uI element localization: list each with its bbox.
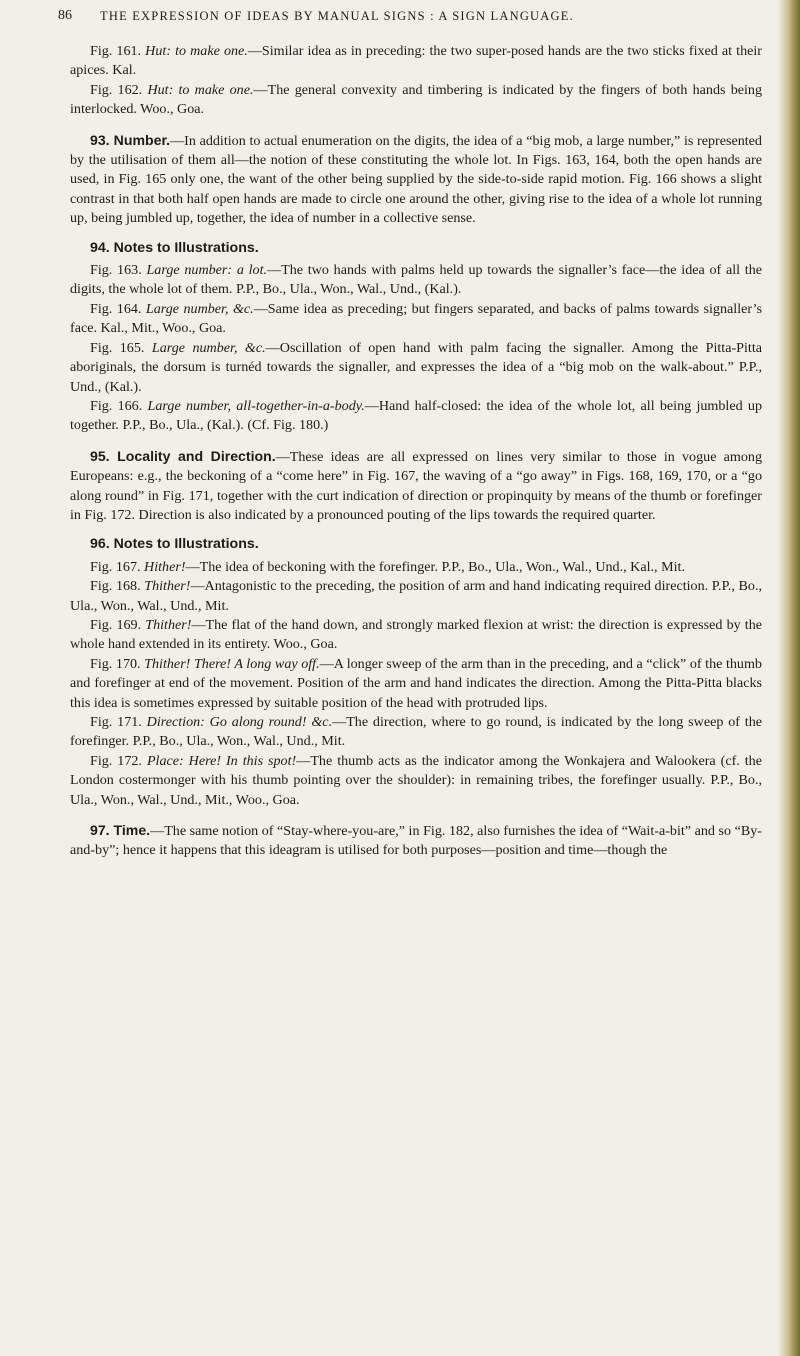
section-label: 93. Number.	[90, 131, 171, 148]
fig-body: —The flat of the hand down, and strongly marked flexion at wrist: the direction is expressed by the whole hand extended in its entirety. Woo., Goa.	[70, 616, 762, 653]
running-header	[58, 8, 758, 32]
fig-167-paragraph	[70, 558, 762, 577]
fig-label: Fig. 169.	[90, 616, 142, 633]
fig-164-paragraph	[70, 300, 762, 339]
section-96-heading: 96. Notes to Illustrations.	[90, 536, 259, 553]
section-97-paragraph	[70, 821, 762, 861]
fig-161-paragraph	[70, 42, 762, 81]
page-number: 86	[58, 8, 72, 23]
fig-body: —The idea of beckoning with the forefinger. P.P., Bo., Ula., Won., Wal., Und., Kal., Mit.	[185, 558, 685, 575]
fig-title: Thither! There! A long way off.	[144, 655, 320, 672]
fig-title: Large number, all-together-in-a-body.	[147, 397, 365, 414]
section-label: 97. Time.	[90, 822, 151, 839]
fig-label: Fig. 168.	[90, 578, 141, 595]
fig-label: Fig. 171.	[90, 714, 142, 730]
section-93-paragraph	[70, 131, 762, 229]
section-body: —The same notion of “Stay-where-you-are,” in Fig. 182, also furnishes the idea of “Wait-a-bit” and so “By-and-by”; hence it happens that this ideagram is utilised for both purposes—position and time—though the	[70, 823, 762, 859]
fig-body: —The thumb acts as the indicator among the Wonkajera and Walookera (cf. the London costermonger with his thumb pointing over the shoulder): in remaining tribes, the forefinger usually. P.P., Bo., Ula., Won., Wal., Und., Mit., Woo., Goa.	[70, 752, 762, 808]
fig-label: Fig. 170.	[90, 655, 141, 672]
fig-170-paragraph	[70, 655, 762, 713]
fig-169-paragraph	[70, 616, 762, 655]
fig-title: Hut: to make one.	[147, 81, 254, 98]
page-body	[70, 42, 762, 861]
fig-172-paragraph	[70, 752, 762, 810]
fig-label: Fig. 163.	[90, 262, 142, 279]
fig-title: Place: Here! In this spot!	[146, 752, 297, 769]
fig-label: Fig. 164.	[90, 300, 142, 317]
fig-body: —The direction, where to go round, is indicated by the long sweep of the forefinger. P.P., Bo., Ula., Won., Wal., Und., Mit.	[70, 714, 762, 750]
fig-body: —Antagonistic to the preceding, the position of arm and hand indicating required direction. P.P., Bo., Ula., Won., Wal., Und., Mit.	[70, 578, 763, 614]
fig-body: —Same idea as preceding; but fingers separated, and backs of palms towards signaller’s face. Kal., Mit., Woo., Goa.	[70, 300, 762, 337]
fig-171-paragraph	[70, 713, 762, 752]
fig-title: Thither!	[144, 578, 191, 595]
section-label: 95. Locality and Direction.	[90, 447, 276, 464]
fig-label: Fig. 165.	[90, 339, 145, 356]
fig-body: —The two hands with palms held up towards the signaller’s face—the idea of all the digits, the whole lot of them. P.P., Bo., Ula., Won., Wal., Und., (Kal.).	[70, 262, 762, 298]
fig-label: Fig. 166.	[90, 397, 143, 414]
fig-title: Large number, &c.	[151, 339, 266, 356]
fig-166-paragraph	[70, 397, 762, 436]
fig-title: Thither!	[145, 616, 192, 633]
running-title: THE EXPRESSION OF IDEAS BY MANUAL SIGNS : A SIGN LANGUAGE.	[100, 9, 574, 23]
fig-163-paragraph	[70, 261, 762, 300]
section-body: —In addition to actual enumeration on the digits, the idea of a “big mob, a large number,” is represented by the utilisation of them all—the notion of these constituting the whole lot. In Figs. 163, 164, both the open hands are used, in Fig. 165 only one, the want of the other being supplied by the side-to-side rapid motion. Fig. 166 shows a slight contrast in that both half open hands are made to circle one around the other, giving rise to the idea of a whole lot running up, being jumbled up, together, the idea of number in a collective sense.	[70, 132, 762, 227]
fig-body: —Similar idea as in preceding: the two super-posed hands are the two sticks fixed at their apices. Kal.	[70, 43, 762, 79]
fig-162-paragraph	[70, 81, 762, 120]
fig-title: Hither!	[144, 558, 186, 575]
fig-label: Fig. 161.	[90, 43, 142, 59]
section-95-paragraph	[70, 447, 762, 526]
fig-body: —A longer sweep of the arm than in the preceding, and a “click” of the thumb and forefinger at end of the movement. Position of the arm and hand indicates the direction. Among the Pitta-Pitta blacks this idea is sometimes expressed by suitable position of the head with protruded lips.	[70, 655, 762, 711]
section-body: —These ideas are all expressed on lines very similar to those in vogue among Europeans: e.g., the beckoning of a “come here” in Fig. 167, the waving of a “go away” in Figs. 168, 169, 170, or a “go along round” in Fig. 171, together with the curt indication of direction or propinquity by means of the thumb or forefinger in Fig. 172. Direction is also indicated by a pronounced pouting of the lips towards the required quarter.	[70, 448, 762, 523]
fig-165-paragraph	[70, 339, 762, 397]
page-edge-shadow	[778, 0, 800, 1356]
fig-body: —The general convexity and timbering is indicated by the fingers of both hands being interlocked. Woo., Goa.	[70, 81, 763, 118]
fig-title: Large number: a lot.	[146, 262, 268, 279]
fig-body: —Hand half-closed: the idea of the whole lot, all being jumbled up together. P.P., Bo., Ula., (Kal.). (Cf. Fig. 180.)	[70, 397, 763, 434]
fig-title: Hut: to make one.	[145, 43, 248, 59]
fig-title: Direction: Go along round! &c.	[146, 714, 333, 730]
fig-168-paragraph	[70, 577, 762, 616]
fig-label: Fig. 167.	[90, 558, 141, 575]
section-94-heading: 94. Notes to Illustrations.	[90, 239, 259, 256]
fig-body: —Oscillation of open hand with palm facing the signaller. Among the Pitta-Pitta aboriginals, the dorsum is turnéd towards the signaller, and expresses the idea of a “big mob on the walk-about.” P.P., Und., (Kal.).	[70, 339, 762, 395]
fig-label: Fig. 162.	[90, 81, 143, 98]
fig-label: Fig. 172.	[90, 752, 142, 769]
fig-title: Large number, &c.	[145, 300, 254, 317]
